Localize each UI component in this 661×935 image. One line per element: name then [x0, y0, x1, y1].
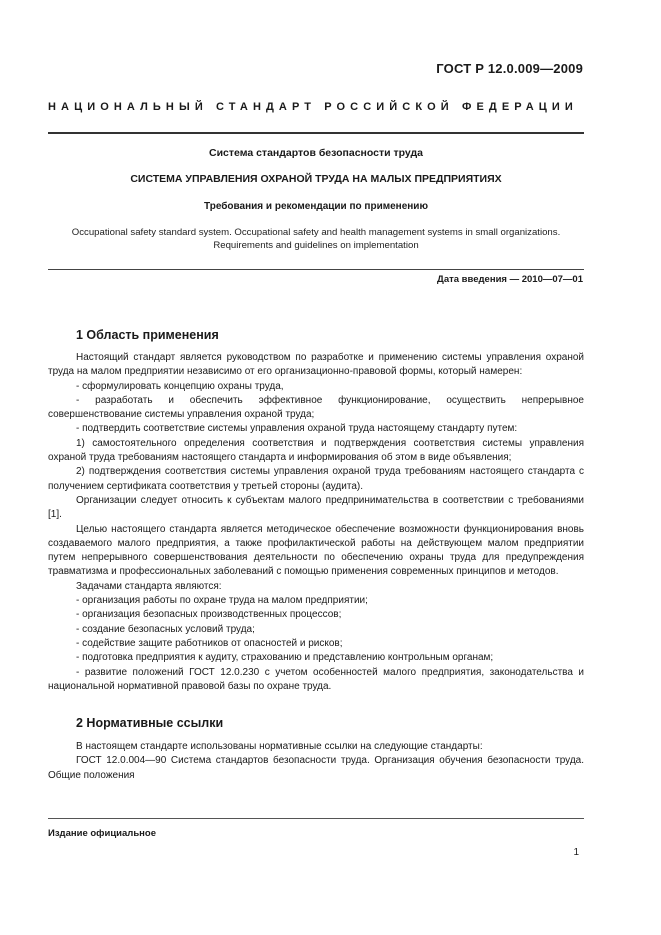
english-title-line-1: Occupational safety standard system. Occupational safety and health management systems in small organizations.: [71, 227, 561, 238]
section-1-heading: 1 Область применения: [76, 328, 219, 342]
section-2-heading: 2 Нормативные ссылки: [76, 716, 224, 730]
english-title: [48, 226, 584, 252]
effective-date: Дата введения — 2010—07—01: [437, 274, 583, 285]
header-divider: [48, 132, 584, 134]
list-item: - подтвердить соответствие системы управления охраной труда настоящему стандарту путем:: [76, 423, 518, 435]
footer-divider: [48, 818, 584, 819]
standard-designation: ГОСТ Р 12.0.009—2009: [436, 61, 583, 76]
list-item: - подготовка предприятия к аудиту, страхованию и представлению контрольным органам;: [76, 652, 494, 664]
english-title-line-2: Requirements and guidelines on implementation: [213, 240, 419, 251]
document-subtitle: Требования и рекомендации по применению: [203, 201, 428, 212]
section-1-body: [48, 351, 584, 694]
document-title: СИСТЕМА УПРАВЛЕНИЯ ОХРАНОЙ ТРУДА НА МАЛЫХ ПРЕДПРИЯТИЯХ: [130, 173, 502, 185]
list-item: - организация работы по охране труда на малом предприятии;: [76, 595, 368, 607]
list-item: - организация безопасных производственных процессов;: [76, 609, 342, 621]
list-item: - разработать и обеспечить эффективное функционирование, осуществить непрерывное совершенствование системы управления охраной труда;: [48, 394, 584, 421]
national-standard-banner: НАЦИОНАЛЬНЫЙ СТАНДАРТ РОССИЙСКОЙ ФЕДЕРАЦИИ: [48, 101, 578, 113]
title-divider: [48, 269, 584, 270]
paragraph: Целью настоящего стандарта является методическое обеспечение возможности функционирования вновь создаваемого малого предприятия, а также профилактической работы на действующем малом предприятии путем непрерывного совершенствования деятельности по обеспечению охраны труда для предупреждения травматизма и профессиональных заболеваний с помощью применения современных принципов и методов.: [48, 523, 584, 578]
paragraph: Организации следует относить к субъектам малого предпринимательства в соответствии с требованиями [1].: [48, 494, 584, 521]
paragraph: Задачами стандарта являются:: [76, 580, 222, 592]
paragraph: Настоящий стандарт является руководством по разработке и применению системы управления охраной труда на малом предприятии независимо от его организационно-правовой формы, который намерен:: [48, 352, 584, 378]
reference-item: ГОСТ 12.0.004—90 Система стандартов безопасности труда. Организация обучения безопасности труда. Общие положения: [48, 755, 584, 781]
paragraph: В настоящем стандарте использованы нормативные ссылки на следующие стандарты:: [76, 741, 483, 752]
numbered-item: 1) самостоятельного определения соответствия и подтверждения соответствия системы управления охраной труда требованиям настоящего стандарта и информирования об этом в виде объявления;: [48, 437, 584, 464]
standards-series: Система стандартов безопасности труда: [208, 147, 424, 159]
section-2-body: [48, 740, 584, 783]
list-item: - сформулировать концепцию охраны труда,: [76, 380, 284, 392]
list-item: - развитие положений ГОСТ 12.0.230 с учетом особенностей малого предприятия, законодательства и национальной нормативной правовой базы по охране труда.: [48, 666, 584, 692]
list-item: - содействие защите работников от опасностей и рисков;: [76, 637, 343, 649]
list-item: - создание безопасных условий труда;: [76, 623, 255, 635]
official-edition-label: Издание официальное: [48, 828, 156, 839]
page-number: 1: [573, 847, 579, 858]
numbered-item: 2) подтверждения соответствия системы управления охраной труда требованиям настоящего стандарта с получением сертификата соответствия у третьей стороны (аудита).: [48, 466, 584, 492]
